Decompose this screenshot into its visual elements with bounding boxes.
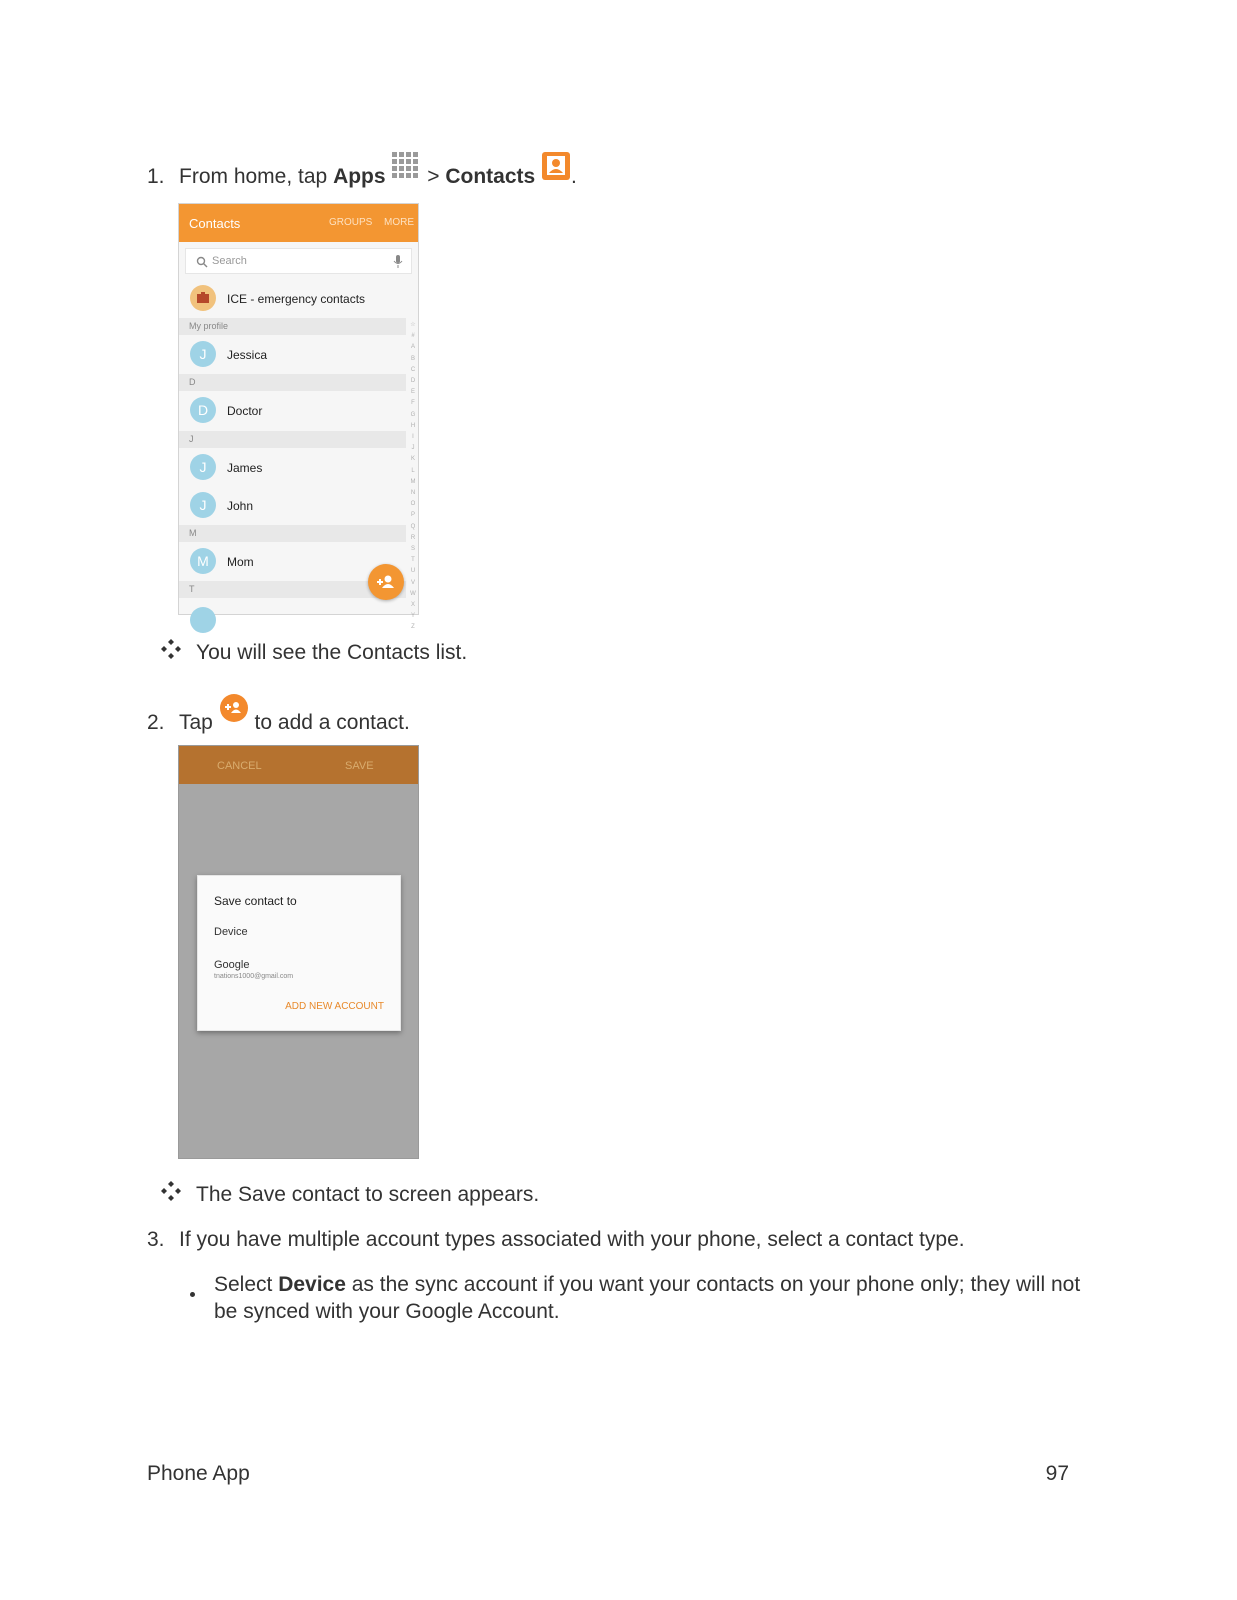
avatar: M	[190, 548, 216, 574]
save-contact-dialog	[197, 875, 401, 1031]
sub-bullet-text: Select Device as the sync account if you want your contacts on your phone only; they will not be synced with your Google Account.	[214, 1273, 1081, 1323]
section-header: T	[179, 581, 406, 598]
result-bullet-icon	[160, 638, 182, 660]
list-item[interactable]	[179, 454, 406, 482]
result-2: The Save contact to screen appears.	[196, 1183, 540, 1206]
add-new-account-button[interactable]: ADD NEW ACCOUNT	[285, 1001, 384, 1012]
index-letter[interactable]: T	[411, 557, 415, 564]
contact-name: Jessica	[227, 348, 268, 362]
avatar: J	[190, 492, 216, 518]
add-contact-button[interactable]	[368, 564, 404, 600]
index-letter[interactable]: Y	[410, 613, 415, 620]
index-letter[interactable]: C	[410, 366, 416, 373]
ice-icon	[190, 285, 216, 311]
index-letter[interactable]: R	[410, 534, 416, 541]
apps-label: Apps	[333, 165, 386, 188]
index-letter[interactable]: W	[410, 590, 416, 597]
index-letter[interactable]: O	[410, 501, 416, 508]
alphabet-index[interactable]	[408, 320, 418, 634]
contacts-app-bar	[179, 204, 418, 242]
step-1: 1. From home, tap Apps > Contacts .	[147, 151, 577, 190]
step-number: 2.	[147, 711, 165, 734]
index-letter[interactable]: S	[410, 546, 415, 553]
list-item[interactable]	[179, 604, 406, 632]
contact-name: Mom	[227, 555, 254, 569]
dialog-title: Save contact to	[214, 894, 297, 908]
index-letter[interactable]: F	[411, 400, 415, 407]
contacts-title: Contacts	[189, 216, 241, 231]
add-contact-icon	[368, 564, 404, 600]
footer-section: Phone App	[147, 1462, 250, 1485]
step-number: 1.	[147, 165, 165, 188]
index-letter[interactable]: ☆	[410, 322, 416, 328]
contact-name: John	[227, 499, 254, 513]
result-1: You will see the Contacts list.	[196, 641, 468, 664]
avatar: J	[190, 454, 216, 480]
contacts-list-screenshot	[178, 203, 419, 631]
google-email: tnations1000@gmail.com	[214, 973, 294, 980]
index-letter[interactable]: U	[410, 568, 416, 575]
ice-label: ICE - emergency contacts	[227, 292, 366, 306]
index-letter[interactable]: X	[410, 602, 415, 609]
save-contact-screenshot	[178, 745, 419, 1159]
option-google[interactable]: Google	[214, 959, 250, 971]
step-2: 2. Tap to add a contact.	[147, 693, 410, 736]
avatar: J	[190, 341, 216, 367]
index-letter[interactable]: P	[410, 512, 415, 519]
index-letter[interactable]: E	[410, 389, 415, 396]
list-item[interactable]	[179, 492, 406, 520]
save-button[interactable]: SAVE	[345, 760, 374, 772]
list-item[interactable]	[179, 341, 406, 369]
search-placeholder: Search	[212, 255, 247, 267]
search-icon	[196, 256, 208, 268]
contacts-app-icon	[541, 151, 571, 181]
cancel-button[interactable]: CANCEL	[217, 760, 262, 772]
section-header: D	[179, 374, 406, 391]
more-button[interactable]: MORE	[384, 217, 414, 228]
section-header: J	[179, 431, 406, 448]
index-letter[interactable]: M	[410, 478, 416, 485]
index-letter[interactable]: L	[411, 467, 415, 474]
search-input[interactable]	[185, 248, 412, 274]
device-label: Device	[278, 1273, 346, 1296]
index-letter[interactable]: K	[410, 456, 415, 463]
groups-button[interactable]: GROUPS	[329, 217, 373, 228]
option-device[interactable]: Device	[214, 926, 248, 938]
microphone-icon[interactable]	[393, 255, 403, 269]
add-contact-icon	[219, 693, 249, 723]
ice-contacts-row[interactable]	[179, 285, 406, 313]
index-letter[interactable]: I	[412, 434, 414, 441]
sub-bullet-dot	[190, 1292, 195, 1297]
index-letter[interactable]: G	[410, 411, 416, 418]
index-letter[interactable]: #	[411, 333, 415, 340]
contacts-label: Contacts	[445, 165, 536, 188]
save-contact-app-bar	[179, 746, 418, 784]
index-letter[interactable]: H	[410, 422, 416, 429]
result-bullet-icon	[160, 1180, 182, 1202]
contact-name: James	[227, 461, 263, 475]
index-letter[interactable]: Z	[411, 624, 415, 631]
index-letter[interactable]: A	[410, 344, 415, 351]
index-letter[interactable]: J	[411, 445, 415, 452]
step-number: 3.	[147, 1228, 165, 1251]
step-3: 3. If you have multiple account types associated with your phone, select a contact type.	[147, 1228, 965, 1251]
list-item[interactable]	[179, 397, 406, 425]
page-number: 97	[1045, 1462, 1069, 1485]
index-letter[interactable]: V	[410, 579, 415, 586]
index-letter[interactable]: D	[410, 378, 416, 385]
index-letter[interactable]: N	[410, 490, 416, 497]
avatar: D	[190, 397, 216, 423]
section-header: My profile	[179, 318, 406, 335]
contact-name: Doctor	[227, 404, 263, 418]
avatar	[190, 607, 216, 633]
apps-icon	[391, 151, 421, 181]
section-header: M	[179, 525, 406, 542]
index-letter[interactable]: Q	[410, 523, 416, 530]
index-letter[interactable]: B	[410, 355, 415, 362]
